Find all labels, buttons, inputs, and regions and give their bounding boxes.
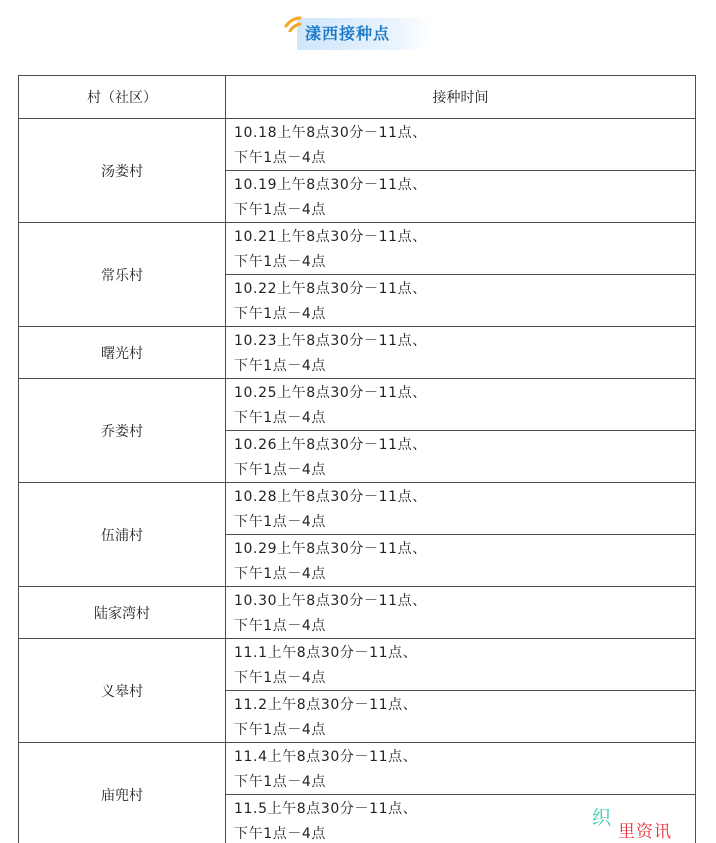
time-slot-afternoon: 下午1点－4点 — [234, 825, 327, 842]
village-name-cell: 陆家湾村 — [19, 587, 226, 639]
time-slot-cell — [226, 223, 696, 275]
table-row — [19, 483, 696, 535]
time-slot-cell — [226, 691, 696, 743]
time-slot-morning: 10.22上午8点30分－11点、 — [234, 281, 427, 297]
time-slot-morning: 10.21上午8点30分－11点、 — [234, 229, 427, 245]
time-slot-afternoon: 下午1点－4点 — [234, 305, 327, 322]
table-row — [19, 223, 696, 275]
time-slot-afternoon: 下午1点－4点 — [234, 721, 327, 738]
time-slot-afternoon: 下午1点－4点 — [234, 409, 327, 426]
time-slot-morning: 11.2上午8点30分－11点、 — [234, 697, 418, 713]
time-slot-afternoon: 下午1点－4点 — [234, 357, 327, 374]
time-slot-afternoon: 下午1点－4点 — [234, 773, 327, 790]
time-slot-cell — [226, 587, 696, 639]
watermark-logo — [592, 803, 692, 842]
table-header-row — [19, 76, 696, 119]
village-name-cell: 乔娄村 — [19, 379, 226, 483]
time-slot-cell — [226, 431, 696, 483]
time-slot-afternoon: 下午1点－4点 — [234, 201, 327, 218]
section-title: 漾西接种点 — [305, 24, 391, 43]
time-slot-cell — [226, 171, 696, 223]
time-slot-morning: 10.29上午8点30分－11点、 — [234, 541, 427, 557]
time-slot-morning: 10.23上午8点30分－11点、 — [234, 333, 427, 349]
time-slot-afternoon: 下午1点－4点 — [234, 617, 327, 634]
village-name-cell: 常乐村 — [19, 223, 226, 327]
village-name-cell: 伍浦村 — [19, 483, 226, 587]
time-slot-afternoon: 下午1点－4点 — [234, 513, 327, 530]
time-slot-morning: 10.30上午8点30分－11点、 — [234, 593, 427, 609]
time-slot-cell — [226, 483, 696, 535]
village-name-cell: 汤娄村 — [19, 119, 226, 223]
table-row — [19, 743, 696, 795]
watermark-text-2: 里资讯 — [618, 822, 672, 842]
time-slot-afternoon: 下午1点－4点 — [234, 149, 327, 166]
time-slot-morning: 11.4上午8点30分－11点、 — [234, 749, 418, 765]
time-slot-cell — [226, 379, 696, 431]
watermark-text-1: 织 — [592, 807, 612, 829]
table-row — [19, 119, 696, 171]
column-header-village: 村（社区） — [19, 76, 226, 119]
sun-rays-icon — [283, 14, 303, 32]
time-slot-cell — [226, 639, 696, 691]
time-slot-morning: 10.19上午8点30分－11点、 — [234, 177, 427, 193]
village-name-cell: 庙兜村 — [19, 743, 226, 843]
village-name-cell: 曙光村 — [19, 327, 226, 379]
time-slot-cell — [226, 535, 696, 587]
time-slot-morning: 11.5上午8点30分－11点、 — [234, 801, 418, 817]
time-slot-afternoon: 下午1点－4点 — [234, 253, 327, 270]
table-row — [19, 639, 696, 691]
time-slot-cell — [226, 275, 696, 327]
time-slot-afternoon: 下午1点－4点 — [234, 461, 327, 478]
time-slot-afternoon: 下午1点－4点 — [234, 669, 327, 686]
section-header — [283, 14, 433, 50]
time-slot-morning: 10.18上午8点30分－11点、 — [234, 125, 427, 141]
table-body — [19, 119, 696, 843]
table-row — [19, 587, 696, 639]
column-header-time: 接种时间 — [226, 76, 696, 119]
time-slot-morning: 10.25上午8点30分－11点、 — [234, 385, 427, 401]
vaccination-schedule-table — [18, 75, 696, 843]
time-slot-morning: 10.26上午8点30分－11点、 — [234, 437, 427, 453]
time-slot-cell — [226, 327, 696, 379]
time-slot-afternoon: 下午1点－4点 — [234, 565, 327, 582]
time-slot-cell — [226, 119, 696, 171]
table-row — [19, 379, 696, 431]
time-slot-morning: 11.1上午8点30分－11点、 — [234, 645, 418, 661]
village-name-cell: 义皋村 — [19, 639, 226, 743]
table-row — [19, 327, 696, 379]
time-slot-cell — [226, 743, 696, 795]
time-slot-morning: 10.28上午8点30分－11点、 — [234, 489, 427, 505]
